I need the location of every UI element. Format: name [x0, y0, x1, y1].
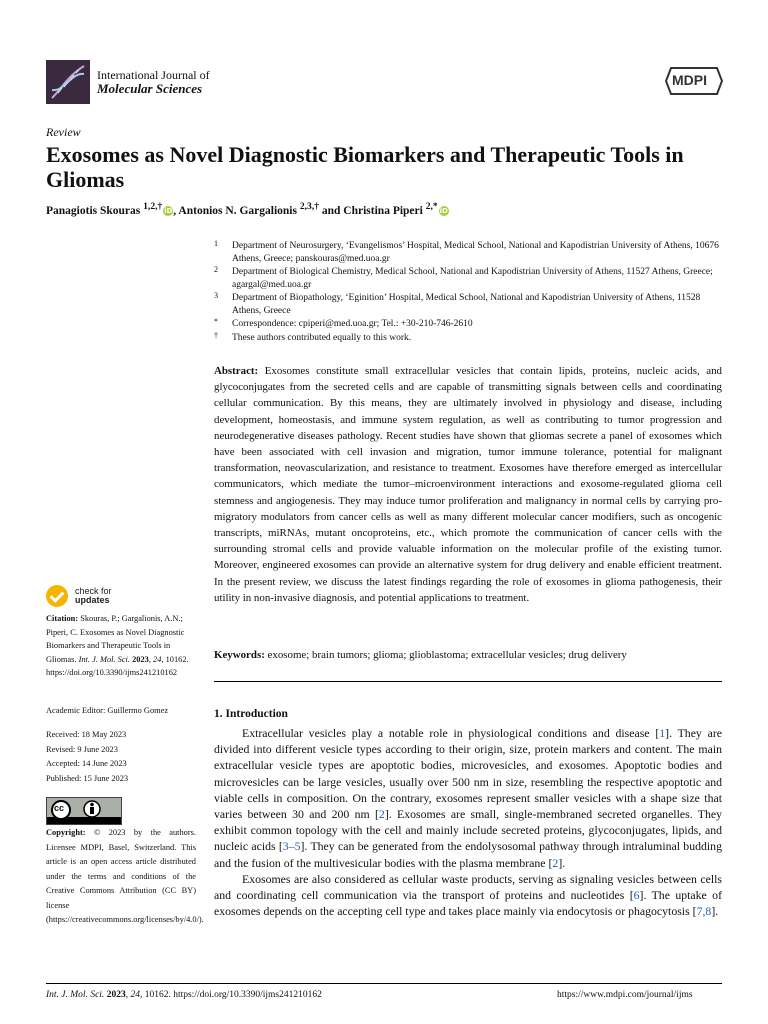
author-affil-marks: 1,2,† [143, 201, 163, 212]
paragraph-text: ]. They are divided into different vesicle types according to their origin, size, protein markers and content. The main extracellular vesicle types are apoptotic bodies, microvesicles, and exosomes. Apoptotic bodies and microvesicles can be large vesicles, usually over 500 nm in size, resembling the respective apoptotic and viable cells in composition. On the contrary, exosomes represent smaller vesicles with a shape size that varies between 30 and 200 nm [ [214, 726, 722, 822]
journal-name[interactable] [97, 68, 210, 96]
citation-part: Skouras, P.; Gargalionis, A.N.; Piperi, C. Exosomes as Novel Diagnostic Biomarkers and Therapeutic Tools in Gliomas. [46, 614, 185, 664]
citation-link[interactable]: 3–5 [282, 839, 301, 854]
affiliation-mark: 3 [214, 291, 218, 300]
citation-doi[interactable]: , 10162. https://doi.org/10.3390/ijms241210162 [46, 654, 189, 677]
date-received: Received: 18 May 2023 [46, 730, 127, 739]
author-name[interactable]: Panagiotis Skouras [46, 204, 141, 217]
check-for-updates-text [75, 587, 112, 605]
paragraph-text: ]. [711, 904, 719, 919]
affiliation-mark: 1 [214, 239, 218, 248]
author-affil-marks: 2,3,† [299, 201, 319, 212]
footer-divider [46, 983, 722, 984]
keywords [214, 648, 722, 662]
correspondence-item [214, 318, 724, 331]
copyright-label: Copyright: [46, 828, 86, 837]
checkmark-icon [46, 585, 68, 607]
citation-link[interactable]: 7,8 [696, 904, 712, 919]
paragraph-text: ]. Exosomes are small, single-membraned secreted organelles. They exhibit common topology with the cell and mainly include secreted proteins, glycoconjugates, lipids, and nucleic acids [ [214, 807, 722, 854]
journal-logo [46, 60, 90, 104]
footer-journal-url[interactable]: https://www.mdpi.com/journal/ijms [557, 990, 693, 1000]
citation-link[interactable]: 2 [552, 855, 559, 870]
dna-helix-icon [46, 60, 90, 104]
correspondence-text: Correspondence: cpiperi@med.uoa.gr; Tel.: +30-210-746-2610 [232, 319, 473, 329]
section-divider [214, 681, 722, 682]
mdpi-logo[interactable] [665, 66, 723, 101]
keywords-text: exosome; brain tumors; glioma; glioblastoma; extracellular vesicles; drug delivery [264, 649, 627, 661]
introduction-body [214, 725, 722, 919]
introduction-paragraph [214, 871, 722, 920]
keywords-label: Keywords: [214, 649, 265, 661]
introduction-paragraph [214, 725, 722, 871]
paragraph-text: ]. They can be generated from the endolysosomal pathway through intraluminal budding and the fusion of the multivesicular bodies with the plasma membrane [ [214, 839, 722, 870]
check-for-updates-badge[interactable] [46, 585, 112, 607]
citation-link[interactable]: 1 [659, 726, 666, 740]
footer-citation [46, 990, 322, 1000]
paragraph-text: Extracellular vesicles play a notable role in physiological conditions and disease [ [242, 726, 660, 740]
article-type: Review [46, 125, 81, 139]
paragraph-text: Exosomes are also considered as cellular waste products, serving as signaling vesicles between cells and coordinating cell communication via the transport of proteins and nucleotides [ [214, 871, 722, 903]
abstract-label: Abstract: [214, 365, 259, 377]
affiliations [214, 240, 724, 345]
paragraph-text: ]. [558, 855, 566, 870]
footer-volume: , 24 [125, 990, 140, 1000]
orcid-icon[interactable]: iD [439, 207, 448, 216]
footer-year: 2023 [104, 990, 126, 1000]
abstract-text: Exosomes constitute small extracellular vesicles that contain lipids, proteins, nucleic acids, and glycoconjugates from the secreted cells and are capable of transmitting signals between cells and coordinating cellular communication. By this means, they are ultimately involved in physiology and disease, including development, homeostasis, and immune system regulation, as well as contributing to tumor progression and neurodegenerative diseases pathology. Recent studies have shown that gliomas secrete a panel of exosomes which have been associated with cell invasion and migration, tumor immune tolerance, potential for malignant transformation, neovascularization, and resistance to treatment. Exosomes have therefore emerged as intercellular communicators, which mediate the tumor–microenvironment interactions and exosome-regulated glioma cell stemness and angiogenesis. They may induce tumor proliferation and malignancy in normal cells by carrying pro-migratory modulators from cancer cells as well as many different molecular cancer modifiers, such as oncogenic transcripts, miRNAs, mutant oncoproteins, etc., which promote the communication of cancer cells with the surrounding stromal cells and provide valuable information on the molecular profile of the existing tumor. Moreover, engineered exosomes can provide an alternative system for drug delivery and enable efficient treatment. In the present review, we discuss the latest findings regarding the role of exosomes in glioma pathogenesis, their utility in non-invasive diagnosis, and potential applications to treatment. [214, 365, 722, 604]
author-separator: , [173, 204, 179, 217]
author-affil-marks: 2,* [425, 201, 438, 212]
affiliation-mark: † [214, 330, 218, 340]
citation-text [46, 612, 196, 680]
citation-journal: Int. J. Mol. Sci. [78, 654, 130, 664]
journal-name-line1: International Journal of [97, 68, 210, 82]
cc-text: cc [54, 803, 65, 813]
equal-contribution-note [214, 332, 724, 345]
affiliation-item [214, 266, 724, 291]
footer-doi[interactable]: , 10162. https://doi.org/10.3390/ijms241210162 [139, 990, 322, 1000]
mdpi-logo-text: MDPI [672, 72, 707, 88]
date-accepted: Accepted: 14 June 2023 [46, 759, 127, 768]
academic-editor: Academic Editor: Guillermo Gomez [46, 706, 169, 715]
section-heading-introduction: 1. Introduction [214, 708, 288, 720]
citation-block [46, 612, 196, 680]
date-revised: Revised: 9 June 2023 [46, 744, 118, 754]
affiliation-text: Department of Biological Chemistry, Medical School, National and Kapodistrian University of Athens, 11527 Athens, Greece; agargal@med.uoa.gr [232, 267, 713, 290]
citation-label: Citation: [46, 614, 79, 623]
affiliation-item [214, 292, 724, 317]
affiliation-text: Department of Biopathology, ‘Eginition’ Hospital, Medical School, National and Kapodistrian University of Athens, 11528 Athens, Greece [232, 293, 701, 316]
affiliation-item [214, 240, 724, 265]
publication-dates [46, 728, 128, 786]
journal-name-line2: Molecular Sciences [97, 81, 203, 96]
check-updates-line2: updates [75, 595, 110, 605]
abstract [214, 363, 722, 606]
affiliation-mark: * [214, 317, 218, 326]
citation-link[interactable]: 6 [633, 888, 640, 903]
citation-year: 2023 [129, 654, 149, 664]
cc-by-license-icon[interactable] [46, 797, 122, 825]
affiliation-text: Department of Neurosurgery, ‘Evangelismos’ Hospital, Medical School, National and Kapodistrian University of Athens, 10676 Athens, Greece; panskouras@med.uoa.gr [232, 241, 719, 264]
date-published: Published: 15 June 2023 [46, 773, 129, 783]
article-title: Exosomes as Novel Diagnostic Biomarkers and Therapeutic Tools in Gliomas [46, 142, 684, 192]
paragraph-text: ]. The uptake of exosomes depends on the accepting cell type and takes place mainly via endocytosis or phagocytosis [ [214, 888, 722, 919]
check-updates-line1: check for [75, 586, 112, 596]
author-name[interactable]: Christina Piperi [343, 204, 423, 217]
citation-volume: , 24 [148, 654, 162, 664]
author-list [46, 201, 726, 217]
equal-contribution-text: These authors contributed equally to this work. [232, 332, 412, 343]
author-separator: and [319, 204, 344, 217]
citation-link[interactable]: 2 [378, 807, 385, 822]
copyright-text: © 2023 by the authors. Licensee MDPI, Basel, Switzerland. This article is an open access article distributed under the terms and conditions of the Creative Commons Attribution (CC BY) license (https://creativecommons.org/licenses/by/4.0/). [46, 828, 204, 924]
copyright-notice [46, 826, 204, 928]
orcid-icon[interactable]: iD [164, 207, 173, 216]
affiliation-mark: 2 [214, 265, 218, 274]
footer-journal: Int. J. Mol. Sci. [46, 990, 105, 1000]
author-name[interactable]: Antonios N. Gargalionis [178, 204, 297, 217]
